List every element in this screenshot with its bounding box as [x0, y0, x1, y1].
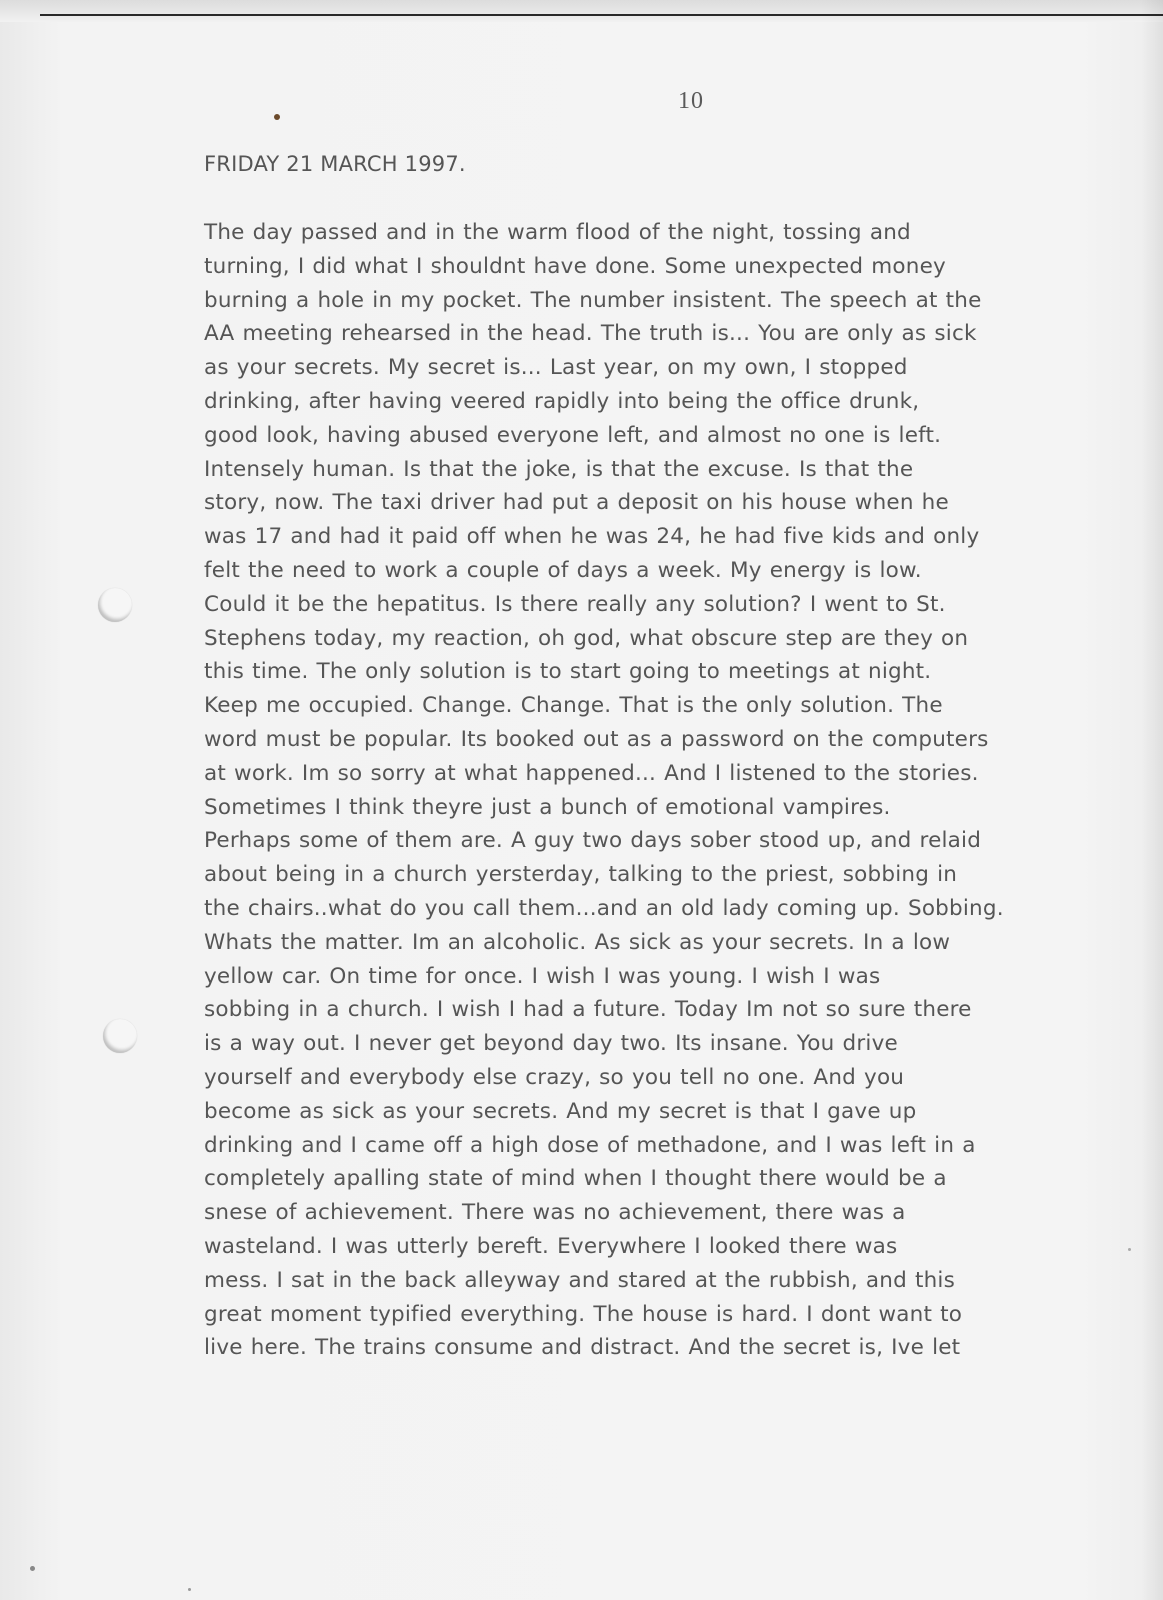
scan-top-edge — [0, 0, 1163, 22]
body-line: is a way out. I never get beyond day two. Its insane. You drive — [204, 1031, 898, 1057]
body-line: sobbing in a church. I wish I had a future. Today Im not so sure there — [204, 997, 972, 1023]
page-number: 10 — [678, 88, 704, 114]
scan-border-line — [40, 14, 1163, 16]
body-line: Keep me occupied. Change. Change. That is the only solution. The — [204, 693, 943, 719]
body-line: Stephens today, my reaction, oh god, what obscure step are they on — [204, 625, 969, 651]
body-line: burning a hole in my pocket. The number insistent. The speech at the — [204, 287, 982, 313]
body-line: good look, having abused everyone left, and almost no one is left. — [204, 422, 942, 448]
dust-speck — [1128, 1248, 1131, 1251]
body-line: mess. I sat in the back alleyway and stared at the rubbish, and this — [204, 1267, 955, 1293]
punch-hole — [103, 1019, 137, 1053]
punch-hole — [98, 588, 132, 622]
body-line: completely apalling state of mind when I thought there would be a — [204, 1166, 947, 1192]
body-line: was 17 and had it paid off when he was 24, he had five kids and only — [204, 524, 980, 550]
body-line: Intensely human. Is that the joke, is that the excuse. Is that the — [204, 456, 914, 482]
body-line: felt the need to work a couple of days a week. My energy is low. — [204, 557, 922, 583]
body-line: become as sick as your secrets. And my secret is that I gave up — [204, 1098, 917, 1124]
dust-speck — [188, 1588, 191, 1591]
scan-right-shadow — [1141, 0, 1163, 1600]
body-line: drinking, after having veered rapidly into being the office drunk, — [204, 388, 920, 414]
body-line: yellow car. On time for once. I wish I was young. I wish I was — [204, 963, 881, 989]
body-line: Whats the matter. Im an alcoholic. As sick as your secrets. In a low — [204, 929, 951, 955]
body-line: live here. The trains consume and distract. And the secret is, Ive let — [204, 1335, 961, 1361]
ink-speck — [274, 114, 280, 120]
body-line: turning, I did what I shouldnt have done. Some unexpected money — [204, 253, 946, 279]
body-line: Could it be the hepatitus. Is there really any solution? I went to St. — [204, 591, 946, 617]
body-line: story, now. The taxi driver had put a deposit on his house when he — [204, 490, 949, 516]
body-line: at work. Im so sorry at what happened... And I listened to the stories. — [204, 760, 979, 786]
body-line: word must be popular. Its booked out as a password on the computers — [204, 726, 989, 752]
body-line: AA meeting rehearsed in the head. The truth is... You are only as sick — [204, 321, 977, 347]
body-line: drinking and I came off a high dose of methadone, and I was left in a — [204, 1132, 976, 1158]
dust-speck — [30, 1566, 35, 1571]
body-line: snese of achievement. There was no achievement, there was a — [204, 1200, 906, 1226]
body-line: the chairs..what do you call them...and an old lady coming up. Sobbing. — [204, 895, 1004, 921]
body-line: this time. The only solution is to start going to meetings at night. — [204, 659, 932, 685]
entry-body — [204, 216, 1064, 1365]
body-line: great moment typified everything. The house is hard. I dont want to — [204, 1301, 963, 1327]
body-line: as your secrets. My secret is... Last year, on my own, I stopped — [204, 355, 908, 381]
body-line: wasteland. I was utterly bereft. Everywhere I looked there was — [204, 1233, 898, 1259]
body-line: yourself and everybody else crazy, so you tell no one. And you — [204, 1064, 905, 1090]
body-line: Sometimes I think theyre just a bunch of emotional vampires. — [204, 794, 891, 820]
body-line: The day passed and in the warm flood of the night, tossing and — [204, 220, 911, 245]
body-line: about being in a church yersterday, talking to the priest, sobbing in — [204, 862, 958, 888]
body-line: Perhaps some of them are. A guy two days sober stood up, and relaid — [204, 828, 982, 854]
entry-date: FRIDAY 21 MARCH 1997. — [204, 152, 466, 176]
